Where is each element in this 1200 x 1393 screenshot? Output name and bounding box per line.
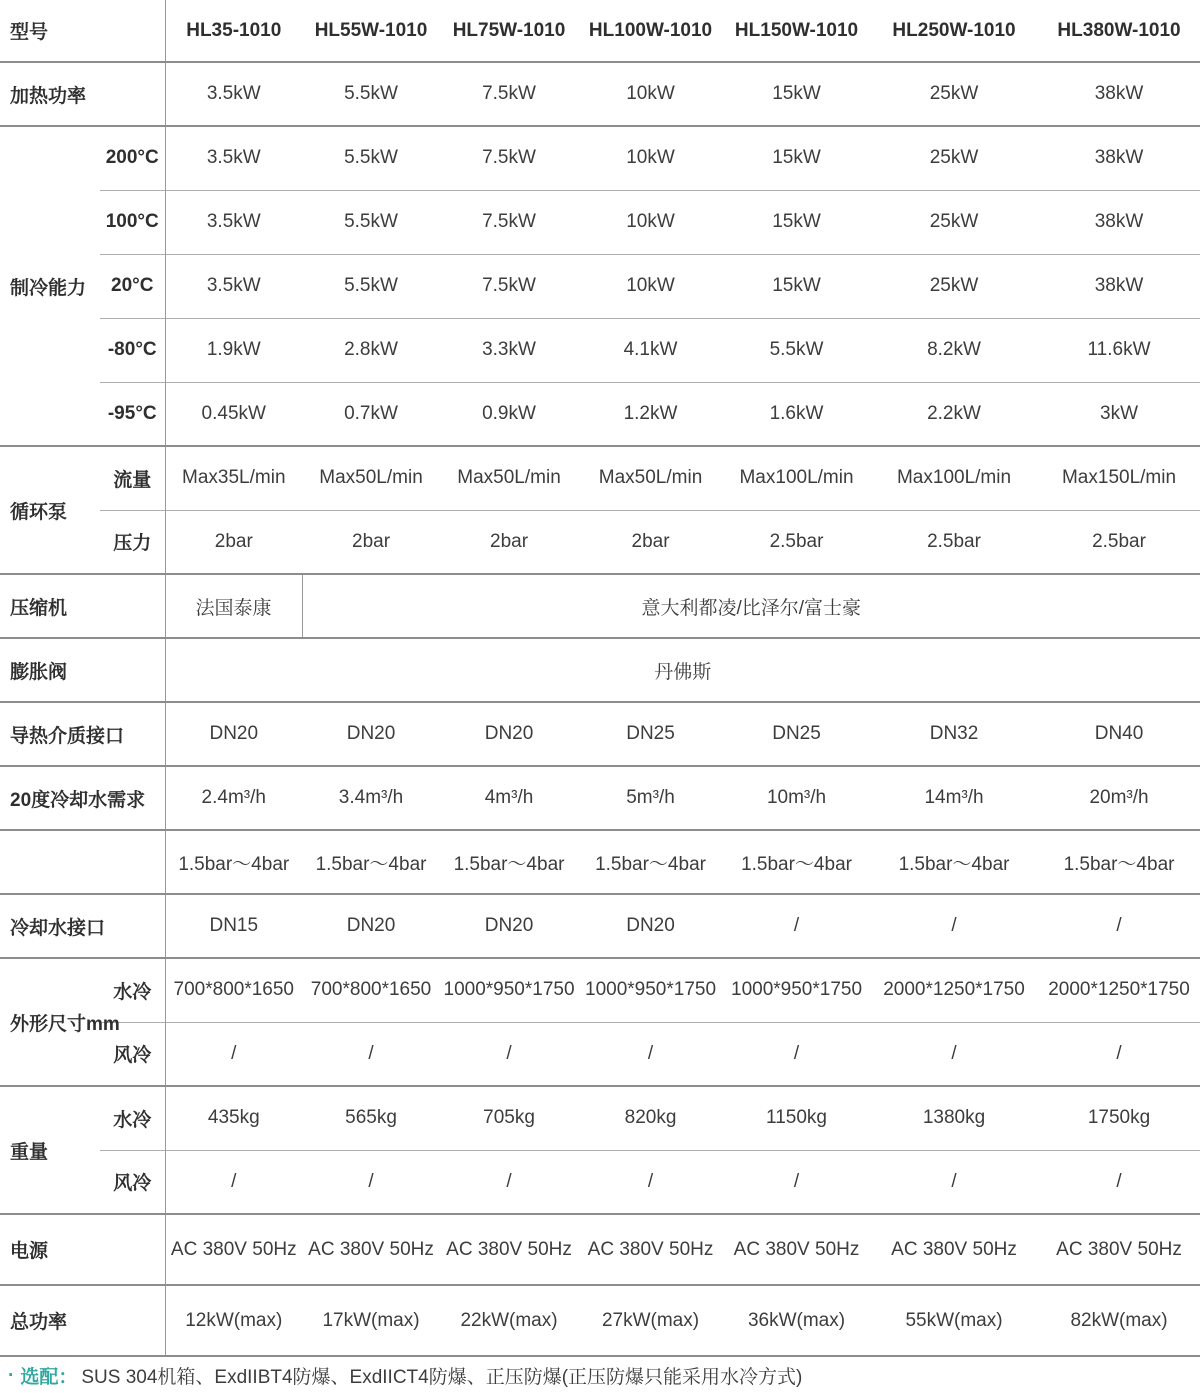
- spec-value: 1.5bar～4bar: [1038, 830, 1200, 894]
- spec-value: Max50L/min: [578, 446, 723, 510]
- spec-value: 2000*1250*1750: [870, 958, 1038, 1022]
- spec-value: DN15: [165, 894, 302, 958]
- spec-value: /: [1038, 1150, 1200, 1214]
- spec-value: 5.5kW: [302, 254, 440, 318]
- row-weight-air: [0, 1150, 1200, 1214]
- spec-value: 25kW: [870, 190, 1038, 254]
- spec-value: 22kW(max): [440, 1285, 578, 1356]
- spec-value: 1000*950*1750: [578, 958, 723, 1022]
- spec-value: 2.4m³/h: [165, 766, 302, 830]
- spec-value: AC 380V 50Hz: [302, 1214, 440, 1285]
- spec-value: Max150L/min: [1038, 446, 1200, 510]
- row-cooling-200: [0, 126, 1200, 190]
- spec-value: DN20: [302, 894, 440, 958]
- row-total-power: [0, 1285, 1200, 1356]
- row-label: 加热功率: [0, 62, 165, 126]
- spec-value: DN20: [165, 702, 302, 766]
- spec-value: 法国泰康: [165, 574, 302, 638]
- row-label: 压缩机: [0, 574, 165, 638]
- spec-value: 15kW: [723, 254, 870, 318]
- spec-value: DN20: [440, 894, 578, 958]
- spec-value: 7.5kW: [440, 254, 578, 318]
- spec-value: 38kW: [1038, 126, 1200, 190]
- spec-value: 10kW: [578, 190, 723, 254]
- options-note: [0, 1357, 1200, 1393]
- sub-label: -95°C: [100, 382, 165, 446]
- spec-value: 1.5bar～4bar: [302, 830, 440, 894]
- row-cooling-neg80: [0, 318, 1200, 382]
- row-label: 重量: [0, 1086, 100, 1214]
- spec-value: /: [440, 1150, 578, 1214]
- spec-value: /: [870, 894, 1038, 958]
- row-compressor: [0, 574, 1200, 638]
- spec-value: 1.5bar～4bar: [578, 830, 723, 894]
- model-header: HL75W-1010: [452, 19, 566, 41]
- spec-value: Max100L/min: [723, 446, 870, 510]
- spec-value: 11.6kW: [1038, 318, 1200, 382]
- sub-label: 100°C: [100, 190, 165, 254]
- row-label: 外形尺寸mm: [0, 958, 100, 1086]
- sub-label: 风冷: [100, 1150, 165, 1214]
- spec-value: 17kW(max): [302, 1285, 440, 1356]
- sub-label: 200°C: [100, 126, 165, 190]
- spec-value: DN20: [302, 702, 440, 766]
- spec-value: 7.5kW: [440, 126, 578, 190]
- row-cooling-water-pressure: [0, 830, 1200, 894]
- row-label: 导热介质接口: [0, 702, 165, 766]
- spec-value: 700*800*1650: [165, 958, 302, 1022]
- sub-label: 20°C: [100, 254, 165, 318]
- sub-label: 风冷: [100, 1022, 165, 1086]
- bullet-dot: ·: [8, 1364, 15, 1386]
- spec-value: 5.5kW: [302, 190, 440, 254]
- spec-value: 705kg: [440, 1086, 578, 1150]
- spec-value: 5.5kW: [302, 126, 440, 190]
- spec-value: /: [578, 1022, 723, 1086]
- spec-value: 1000*950*1750: [723, 958, 870, 1022]
- model-header: HL35-1010: [186, 19, 282, 41]
- spec-value: 1.5bar～4bar: [440, 830, 578, 894]
- spec-value: 565kg: [302, 1086, 440, 1150]
- spec-value: /: [165, 1150, 302, 1214]
- spec-value: 2000*1250*1750: [1038, 958, 1200, 1022]
- spec-value: AC 380V 50Hz: [165, 1214, 302, 1285]
- spec-value: 2.8kW: [302, 318, 440, 382]
- row-cooling-20: [0, 254, 1200, 318]
- row-cooling-neg95: [0, 382, 1200, 446]
- spec-value: 3.5kW: [165, 126, 302, 190]
- model-header: HL100W-1010: [588, 19, 713, 41]
- spec-value: 38kW: [1038, 254, 1200, 318]
- spec-value: 0.7kW: [302, 382, 440, 446]
- row-label: 制冷能力: [0, 126, 100, 446]
- spec-value: DN40: [1038, 702, 1200, 766]
- options-label: 选配：: [20, 1367, 78, 1388]
- sub-label: -80°C: [100, 318, 165, 382]
- row-label: 冷却水接口: [0, 894, 165, 958]
- spec-value: AC 380V 50Hz: [723, 1214, 870, 1285]
- spec-value: 1.6kW: [723, 382, 870, 446]
- spec-value: AC 380V 50Hz: [1038, 1214, 1200, 1285]
- spec-value: 1.5bar～4bar: [870, 830, 1038, 894]
- spec-value: 1.5bar～4bar: [165, 830, 302, 894]
- spec-value: 12kW(max): [165, 1285, 302, 1356]
- row-weight-water: [0, 1086, 1200, 1150]
- spec-value: 700*800*1650: [302, 958, 440, 1022]
- spec-value: 3.5kW: [165, 190, 302, 254]
- spec-value: Max35L/min: [165, 446, 302, 510]
- spec-value: 4.1kW: [578, 318, 723, 382]
- spec-value: 1.5bar～4bar: [723, 830, 870, 894]
- row-expansion-valve: [0, 638, 1200, 702]
- spec-value: 1.9kW: [165, 318, 302, 382]
- row-dimensions-water: [0, 958, 1200, 1022]
- spec-value: 2bar: [302, 510, 440, 574]
- spec-value: 10kW: [578, 254, 723, 318]
- model-header: HL150W-1010: [734, 19, 859, 41]
- model-header: HL250W-1010: [892, 19, 1016, 41]
- spec-value: 0.9kW: [440, 382, 578, 446]
- spec-value: 8.2kW: [870, 318, 1038, 382]
- spec-value: 2.2kW: [870, 382, 1038, 446]
- sub-label: 流量: [100, 446, 165, 510]
- spec-value: 0.45kW: [165, 382, 302, 446]
- model-header: HL380W-1010: [1057, 19, 1181, 41]
- spec-value: 15kW: [723, 62, 870, 126]
- row-label: 总功率: [0, 1285, 165, 1356]
- row-cooling-water-port: [0, 894, 1200, 958]
- spec-value: AC 380V 50Hz: [870, 1214, 1038, 1285]
- row-heating-power: [0, 62, 1200, 126]
- spec-value: 25kW: [870, 254, 1038, 318]
- row-cooling-100: [0, 190, 1200, 254]
- spec-value: 1000*950*1750: [440, 958, 578, 1022]
- spec-value: 10m³/h: [723, 766, 870, 830]
- spec-value: DN20: [578, 894, 723, 958]
- spec-value: /: [870, 1150, 1038, 1214]
- options-text: SUS 304机箱、ExdIIBT4防爆、ExdIICT4防爆、正压防爆(正压防爆只能采用水冷方式): [81, 1367, 803, 1388]
- spec-value: 1150kg: [723, 1086, 870, 1150]
- row-pump-flow: [0, 446, 1200, 510]
- sub-label: 水冷: [100, 1086, 165, 1150]
- spec-value-merged: 丹佛斯: [165, 638, 1200, 702]
- spec-value: /: [578, 1150, 723, 1214]
- row-pump-pressure: [0, 510, 1200, 574]
- spec-value: 38kW: [1038, 190, 1200, 254]
- spec-value: 3kW: [1038, 382, 1200, 446]
- spec-value-merged: 意大利都凌/比泽尔/富士豪: [302, 574, 1200, 638]
- spec-value: 2bar: [578, 510, 723, 574]
- model-row-label: 型号: [0, 0, 165, 62]
- spec-value: 20m³/h: [1038, 766, 1200, 830]
- row-label: 20度冷却水需求: [0, 766, 165, 830]
- spec-value: DN20: [440, 702, 578, 766]
- spec-value: /: [165, 1022, 302, 1086]
- spec-value: 4m³/h: [440, 766, 578, 830]
- model-header: HL55W-1010: [314, 19, 428, 41]
- spec-value: /: [1038, 894, 1200, 958]
- spec-value: 38kW: [1038, 62, 1200, 126]
- row-dimensions-air: [0, 1022, 1200, 1086]
- spec-value: /: [440, 1022, 578, 1086]
- spec-value: Max50L/min: [440, 446, 578, 510]
- spec-value: 2.5bar: [1038, 510, 1200, 574]
- spec-value: 2.5bar: [870, 510, 1038, 574]
- spec-value: 5m³/h: [578, 766, 723, 830]
- spec-value: 25kW: [870, 62, 1038, 126]
- spec-value: AC 380V 50Hz: [578, 1214, 723, 1285]
- spec-value: 7.5kW: [440, 62, 578, 126]
- spec-value: Max100L/min: [870, 446, 1038, 510]
- spec-value: 3.3kW: [440, 318, 578, 382]
- row-label: 电源: [0, 1214, 165, 1285]
- spec-value: /: [723, 894, 870, 958]
- spec-value: DN25: [723, 702, 870, 766]
- sub-label: 压力: [100, 510, 165, 574]
- spec-value: 3.5kW: [165, 62, 302, 126]
- spec-value: 15kW: [723, 190, 870, 254]
- row-medium-port: [0, 702, 1200, 766]
- spec-value: 820kg: [578, 1086, 723, 1150]
- spec-value: 27kW(max): [578, 1285, 723, 1356]
- spec-value: 10kW: [578, 62, 723, 126]
- spec-value: /: [723, 1150, 870, 1214]
- spec-value: /: [302, 1150, 440, 1214]
- spec-value: AC 380V 50Hz: [440, 1214, 578, 1285]
- spec-value: Max50L/min: [302, 446, 440, 510]
- row-cooling-water-demand: [0, 766, 1200, 830]
- spec-value: 3.4m³/h: [302, 766, 440, 830]
- spec-value: 5.5kW: [723, 318, 870, 382]
- spec-value: 2bar: [440, 510, 578, 574]
- spec-value: 10kW: [578, 126, 723, 190]
- spec-value: 1.2kW: [578, 382, 723, 446]
- spec-value: 435kg: [165, 1086, 302, 1150]
- row-power-supply: [0, 1214, 1200, 1285]
- spec-value: 5.5kW: [302, 62, 440, 126]
- spec-value: 82kW(max): [1038, 1285, 1200, 1356]
- row-model-header: [0, 0, 1200, 62]
- row-label-empty: [0, 830, 165, 894]
- spec-value: 7.5kW: [440, 190, 578, 254]
- spec-value: DN32: [870, 702, 1038, 766]
- spec-value: DN25: [578, 702, 723, 766]
- spec-value: /: [302, 1022, 440, 1086]
- spec-value: 2.5bar: [723, 510, 870, 574]
- spec-value: 1380kg: [870, 1086, 1038, 1150]
- row-label: 膨胀阀: [0, 638, 165, 702]
- row-label: 循环泵: [0, 446, 100, 574]
- spec-value: 55kW(max): [870, 1285, 1038, 1356]
- spec-value: /: [1038, 1022, 1200, 1086]
- spec-value: 14m³/h: [870, 766, 1038, 830]
- spec-value: /: [723, 1022, 870, 1086]
- spec-value: /: [870, 1022, 1038, 1086]
- spec-value: 15kW: [723, 126, 870, 190]
- spec-value: 1750kg: [1038, 1086, 1200, 1150]
- spec-value: 36kW(max): [723, 1285, 870, 1356]
- spec-value: 3.5kW: [165, 254, 302, 318]
- spec-value: 25kW: [870, 126, 1038, 190]
- spec-value: 2bar: [165, 510, 302, 574]
- sub-label: 水冷: [100, 958, 165, 1022]
